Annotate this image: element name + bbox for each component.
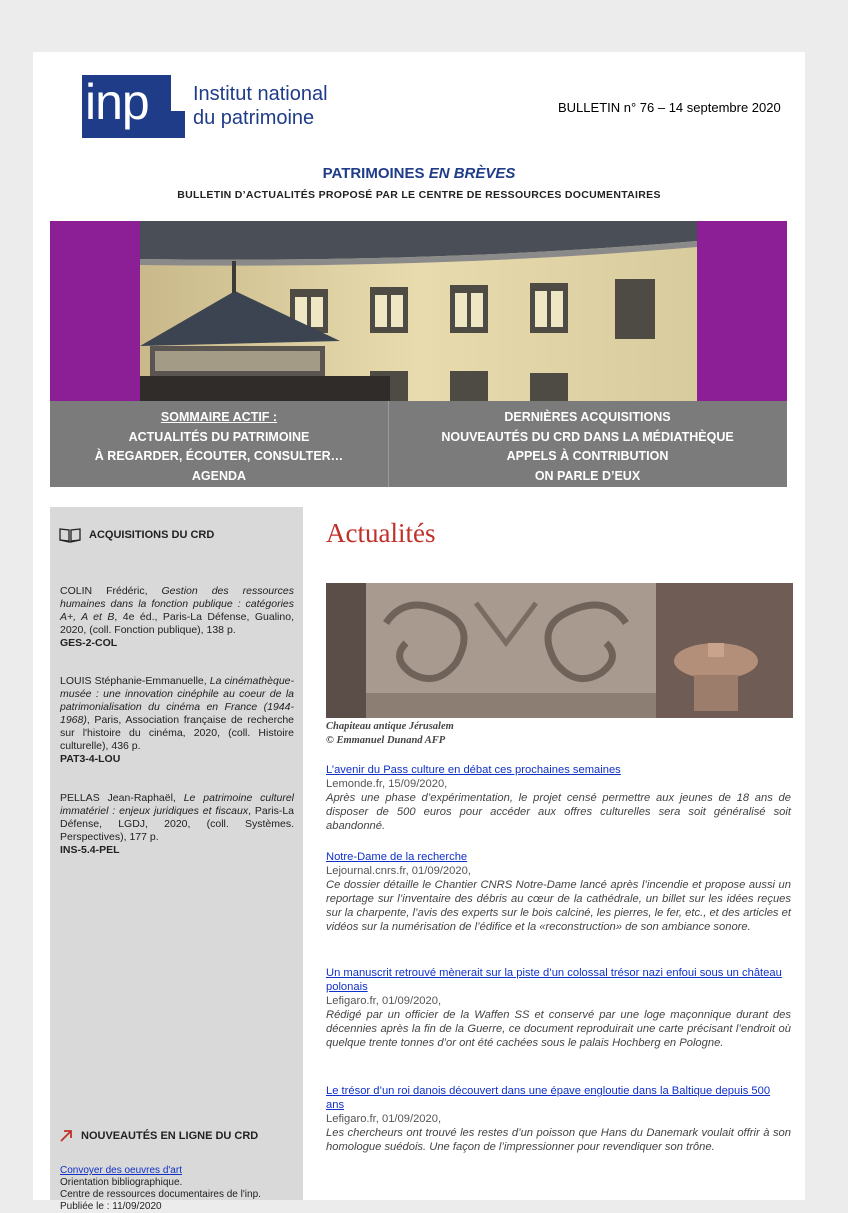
nouveautes-heading-text: NOUVEAUTÉS EN LIGNE DU CRD: [81, 1129, 259, 1142]
article-description: Après une phase d’expérimentation, le projet censé permettre aux jeunes de 18 ans de disposer de 500 euros pour accéder aux offres culturelles sera soit généralisé soit abandonné.: [326, 792, 791, 832]
acquisitions-heading-text: ACQUISITIONS DU CRD: [89, 528, 215, 541]
arrow-up-right-icon: [59, 1129, 73, 1143]
bulletin-number: BULLETIN n° 76 – 14 septembre 2020: [558, 100, 781, 115]
book-details: , Paris, Association française de recherche sur l'histoire du cinéma, 2020, (coll. Histoire culturelle), 436 p.: [60, 714, 294, 752]
logo-name: [193, 82, 328, 130]
logo-name-line1: Institut national: [193, 83, 328, 105]
book-icon: [59, 527, 81, 543]
book-code: PAT3-4-LOU: [60, 753, 121, 765]
section-title: Actualités: [326, 518, 436, 548]
summary-link-actualites[interactable]: ACTUALITÉS DU PATRIMOINE: [128, 429, 310, 444]
nouveautes-heading: [59, 1129, 258, 1143]
book-entry: [60, 792, 294, 857]
summary-box: [50, 401, 787, 487]
title-main: PATRIMOINES: [322, 165, 429, 182]
acquisitions-heading: [59, 527, 214, 543]
article: [326, 1084, 791, 1154]
nouveaute-line: Orientation bibliographique.: [60, 1177, 183, 1188]
article-source: Lemonde.fr, 15/09/2020,: [326, 778, 448, 790]
article-link[interactable]: Le trésor d’un roi danois découvert dans une épave engloutie dans la Baltique depuis 500 ans: [326, 1085, 771, 1111]
book-title: La cinémathèque-musée : une innovation cinéphile au coeur de la patrimonialisation du cinéma en France (1944-1968): [60, 675, 294, 726]
banner: [50, 221, 787, 401]
nouveaute-line: Publiée le : 11/09/2020: [60, 1201, 162, 1212]
book-author: PELLAS Jean-Raphaël,: [60, 792, 184, 804]
nouveaute-line: Centre de ressources documentaires de l'inp.: [60, 1189, 261, 1200]
caption-title: Chapiteau antique Jérusalem: [326, 721, 454, 732]
book-details: , 4e éd., Paris-La Défense, Gualino, 2020, (coll. Fonction publique), 138 p.: [60, 611, 294, 636]
summary-link-acquisitions[interactable]: DERNIÈRES ACQUISITIONS: [504, 410, 671, 424]
summary-link-agenda[interactable]: AGENDA: [191, 468, 247, 483]
page-subtitle: BULLETIN D’ACTUALITÉS PROPOSÉ PAR LE CENTRE DE RESSOURCES DOCUMENTAIRES: [177, 189, 661, 201]
article-link[interactable]: L’avenir du Pass culture en débat ces prochaines semaines: [326, 764, 621, 776]
inp-logo: [82, 75, 185, 138]
page-title: [33, 165, 805, 182]
title-italic: EN BRÈVES: [428, 165, 516, 182]
article-description: Rédigé par un officier de la Waffen SS et conservé par une loge maçonnique durant des décennies après la fin de la Guerre, ce document reproduirait une carte précisant l’endroit où quelque trente tonnes d’or ont été cachées sous le palais Hochberg en Pologne.: [326, 1009, 791, 1049]
summary-link-regarder[interactable]: À REGARDER, ÉCOUTER, CONSULTER…: [94, 449, 344, 463]
book-author: LOUIS Stéphanie-Emmanuelle,: [60, 675, 210, 687]
article: [326, 850, 791, 934]
article: [326, 763, 791, 833]
sidebar: [50, 507, 303, 1212]
summary-link-on-parle[interactable]: ON PARLE D’EUX: [534, 468, 641, 483]
article-description: Les chercheurs ont trouvé les restes d’un poisson que Hans du Danemark voulait offrir à son homologue suédois. Une façon de l’impressionner pour revendiquer son trône.: [326, 1127, 791, 1153]
article: [326, 966, 791, 1050]
book-title: Gestion des ressources humaines dans la fonction publique : catégories A+, A et B: [60, 585, 294, 623]
article-link[interactable]: Notre-Dame de la recherche: [326, 851, 468, 863]
book-entry: [60, 675, 294, 766]
banner-photo: [140, 221, 697, 401]
article-source: Lefigaro.fr, 01/09/2020,: [326, 1113, 442, 1125]
logo-abbr: inp: [85, 74, 149, 130]
book-details: , Paris-La Défense, LGDJ, 2020, (coll. Systèmes. Perspectives), 177 p.: [60, 805, 294, 843]
book-author: COLIN Frédéric,: [60, 585, 162, 597]
book-title: Le patrimoine culturel immatériel : enjeux juridiques et fiscaux: [60, 792, 294, 817]
book-code: GES-2-COL: [60, 637, 118, 649]
summary-right: [388, 408, 787, 486]
book-code: INS-5.4-PEL: [60, 844, 120, 856]
summary-link-appels[interactable]: APPELS À CONTRIBUTION: [506, 449, 669, 463]
article-source: Lefigaro.fr, 01/09/2020,: [326, 995, 442, 1007]
article-description: Ce dossier détaille le Chantier CNRS Notre-Dame lancé après l’incendie et propose aussi un reportage sur l’inventaire des débris au cœur de la cathédrale, un billet sur les idées reçues sur la charpente, l’avis des experts sur le bois calciné, les pierres, le fer, etc., et des articles et vidéos sur la numérisation de l’édifice et la «reconstruction» de son ambiance sonore.: [326, 879, 791, 933]
nouveaute-entry: [60, 1165, 294, 1213]
caption-credit: © Emmanuel Dunand AFP: [326, 735, 446, 746]
article-link[interactable]: Un manuscrit retrouvé mènerait sur la piste d’un colossal trésor nazi enfoui sous un château polonais: [326, 967, 782, 993]
article-source: Lejournal.cnrs.fr, 01/09/2020,: [326, 865, 471, 877]
summary-left-title[interactable]: SOMMAIRE ACTIF :: [160, 410, 278, 424]
bulletin-page: [33, 52, 805, 1212]
summary-link-nouveautes[interactable]: NOUVEAUTÉS DU CRD DANS LA MÉDIATHÈQUE: [441, 429, 734, 444]
logo-accent: [171, 75, 185, 111]
logo-name-line2: du patrimoine: [193, 107, 315, 129]
book-entry: [60, 585, 294, 650]
capital-photo: [326, 583, 793, 718]
summary-left: [50, 408, 388, 486]
photo-caption: [326, 720, 454, 748]
nouveaute-link[interactable]: Convoyer des oeuvres d'art: [60, 1165, 182, 1176]
